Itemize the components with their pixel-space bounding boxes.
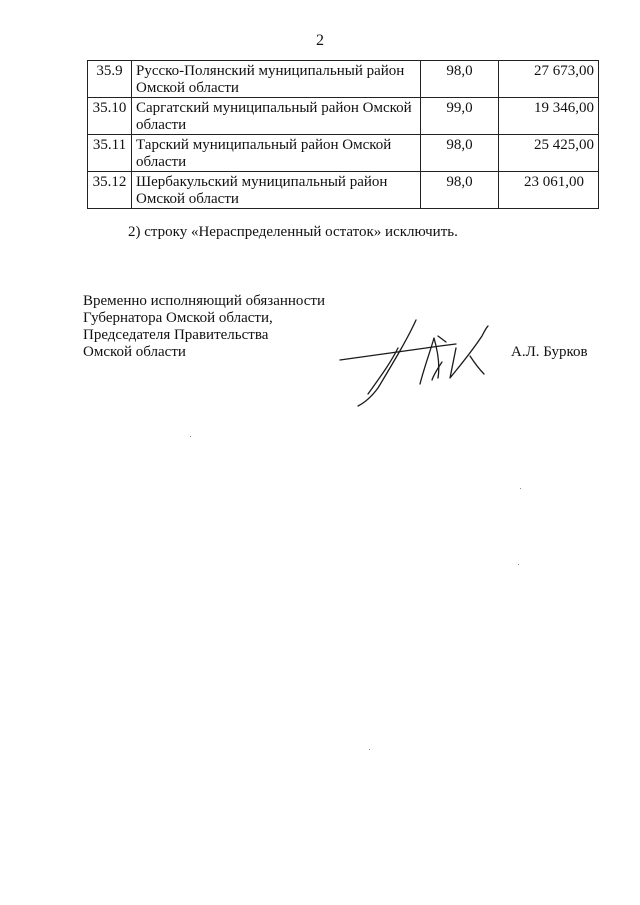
- row-number-cell: 35.10: [88, 98, 132, 135]
- row-number-cell: 35.11: [88, 135, 132, 172]
- table-row: [88, 172, 599, 209]
- signer-position-line: Омской области: [83, 344, 186, 360]
- scan-speck: [520, 488, 521, 489]
- amount-cell: 23 061,00: [499, 172, 599, 209]
- district-name-cell: Русско-Полянский муниципальный район Омской области: [132, 61, 421, 98]
- exclusion-note: 2) строку «Нераспределенный остаток» исключить.: [128, 224, 458, 240]
- row-number-cell: 35.12: [88, 172, 132, 209]
- amount-cell: 25 425,00: [499, 135, 599, 172]
- signer-position: [83, 293, 325, 361]
- table-row: [88, 61, 599, 98]
- amount-cell: 19 346,00: [499, 98, 599, 135]
- allocation-table: [87, 60, 599, 209]
- district-name-cell: Шербакульский муниципальный район Омской области: [132, 172, 421, 209]
- percent-cell: 98,0: [421, 172, 499, 209]
- signer-position-line: Председателя Правительства: [83, 327, 269, 343]
- row-number-cell: 35.9: [88, 61, 132, 98]
- percent-cell: 99,0: [421, 98, 499, 135]
- amount-cell: 27 673,00: [499, 61, 599, 98]
- district-name-cell: Саргатский муниципальный район Омской области: [132, 98, 421, 135]
- scan-speck: [518, 564, 519, 565]
- handwritten-signature: [338, 318, 498, 408]
- page-number: 2: [316, 32, 324, 49]
- scan-speck: [190, 436, 191, 437]
- signer-position-line: Губернатора Омской области,: [83, 310, 273, 326]
- scan-speck: [369, 749, 370, 750]
- signer-position-line: Временно исполняющий обязанности: [83, 293, 326, 309]
- district-name-cell: Тарский муниципальный район Омской области: [132, 135, 421, 172]
- table-row: [88, 135, 599, 172]
- signer-name: А.Л. Бурков: [511, 344, 588, 360]
- table-row: [88, 98, 599, 135]
- percent-cell: 98,0: [421, 61, 499, 98]
- percent-cell: 98,0: [421, 135, 499, 172]
